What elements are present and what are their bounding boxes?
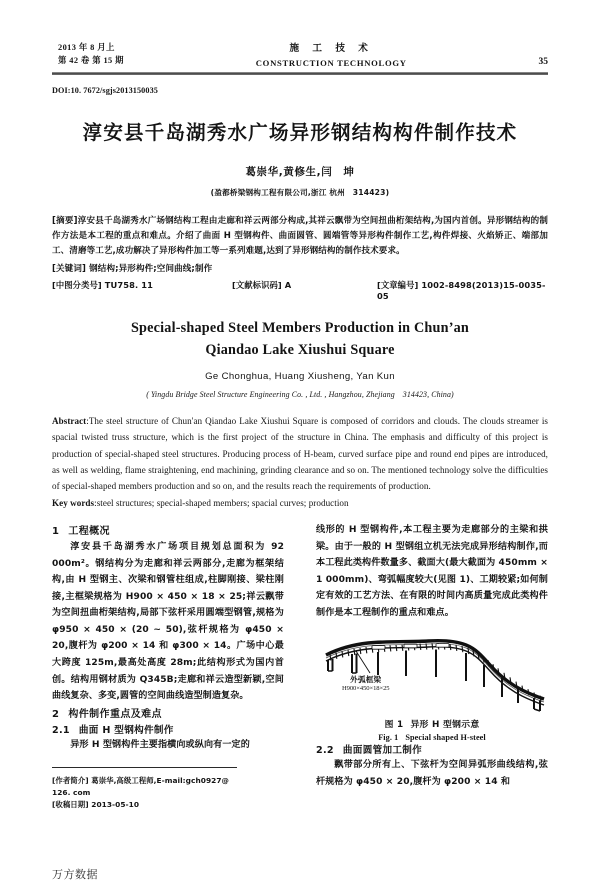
- page-number: 35: [538, 57, 548, 68]
- special-shaped-h-steel-diagram: [316, 629, 548, 715]
- keywords-cn-text: 钢结构;异形构件;空间曲线;制作: [89, 264, 213, 275]
- heading-section-1: [52, 522, 284, 537]
- authors-en: Ge Chonghua, Huang Xiusheng, Yan Kun: [205, 371, 395, 383]
- figure-caption-cn: [316, 717, 548, 730]
- article-title-cn: 淳安县千岛湖秀水广场异形钢结构构件制作技术: [82, 121, 518, 145]
- clc-value: TU758. 11: [104, 280, 153, 291]
- keywords-en-text: :steel structures; special-shaped members; spacial curves; production: [94, 498, 349, 509]
- wanfang-watermark: 万方数据: [52, 868, 98, 881]
- paragraph-section-1: 淳安县千岛湖秀水广场项目规划总面积为 92 000m²。钢结构分为走廊和祥云两部分,走廊为框架结构,由 H 型钢主、次梁和钢管柱组成,柱脚刚接、梁柱刚接,主框梁规格为 H900 × 450 × 18 × 25;祥云飘带为空间扭曲桁架结构,局部下弦杆采用圆端型钢管,规格为 φ950 × 450 × (20 ~ 50),弦杆规格为 φ450 × 20,腹杆为 φ200 × 14 和 φ300 × 14。广场中心最大跨度 125m,最高处高度 28m;此结构形式为国内首创。结构用钢材质为 Q345B;走廊和祥云造型新颖,空间曲线复杂、多变,圆管的空间曲线造型制造复杂。: [52, 542, 284, 702]
- heading-1-number: 1: [52, 526, 60, 538]
- footnote-date: [52, 799, 237, 811]
- footnote-author: [52, 775, 237, 799]
- issue-volume: 第 42 卷 第 15 期: [58, 55, 124, 65]
- footnote-date-label: [收稿日期]: [52, 800, 89, 810]
- footnote-date-text: 2013-05-10: [91, 800, 140, 810]
- heading-section-2: [52, 705, 284, 720]
- page-content: [52, 42, 548, 811]
- abstract-cn-block: [52, 214, 548, 301]
- heading-section-2-1: [52, 722, 284, 736]
- doc-code-field: [232, 279, 377, 301]
- article-id-field: [377, 279, 548, 301]
- issue-date: 2013 年 8 月上: [58, 43, 115, 52]
- article-id-label: [文章编号]: [377, 280, 419, 291]
- heading-1-title: 工程概况: [68, 526, 110, 538]
- article-title-en-line1: Special-shaped Steel Members Production in Chun’an: [130, 320, 470, 337]
- column-left: [52, 522, 284, 811]
- beam-panels: [372, 644, 449, 650]
- abstract-en-label: Abstract: [52, 416, 87, 427]
- column-right: [316, 522, 548, 811]
- affiliation-en: ( Yingdu Bridge Steel Structure Engineering Co. , Ltd. , Hangzhou, Zhejiang 314423, China): [146, 390, 454, 400]
- heading-2-number: 2: [52, 708, 60, 720]
- paragraph-section-2-2: 飘带部分所有上、下弦杆为空间异弧形曲线结构,弦杆规格为 φ450 × 20,腹杆为 φ200 × 14 和: [316, 760, 548, 787]
- classification-row: [52, 279, 548, 301]
- figure-callout-line1: 外弧框梁: [350, 675, 382, 685]
- body-columns: [52, 522, 548, 811]
- article-title-en: [52, 318, 548, 361]
- heading-2-1-title: 曲面 H 型钢构件制作: [78, 724, 174, 736]
- authors-cn: 葛崇华,黄修生,闫 坤: [245, 166, 355, 179]
- heading-2-2-title: 曲面圆管加工制作: [342, 745, 423, 757]
- paragraph-continued: 线形的 H 型钢构件,本工程主要为走廊部分的主梁和拱梁。由于一般的 H 型钢组立机无法完成异形结构制作,而本工程此类构件数量多、截面大(最大截面为 450mm × 1 000mm)、弯弧幅度较大(见图 1)、工期较紧;如何制定有效的工艺方法、在有限的时间内高质量完成此类构件制作是本工程制作的重点和难点。: [316, 525, 548, 618]
- article-title-en-line2: Qiandao Lake Xiushui Square: [205, 341, 395, 358]
- issue-info: [52, 42, 124, 67]
- clc-field: [52, 279, 232, 301]
- figure-caption-cn-number: 图 1: [384, 720, 404, 731]
- callout-leader-line: [356, 651, 370, 673]
- doc-code-value: A: [284, 280, 292, 291]
- paragraph-section-2-1: 异形 H 型钢构件主要指横向或纵向有一定的: [70, 739, 250, 750]
- figure-1-image: [316, 629, 548, 715]
- figure-caption-en-number: Fig. 1: [378, 733, 399, 743]
- abstract-en-text: :The steel structure of Chun'an Qiandao Lake Xiushui Square is composed of corridors and clouds. The clouds streamer is spacial twisted truss structure, which is the first project of the structure in China. The emphasis and difficulty of this project is production of special-shaped steel structures. Producing process of H-beam, curved surface pipe and round end pipes are introduced, as well as welding, flame straightening, end machining, grinding clearance and so on. The mentioned technology solve the difficulties of special-shaped members production and so on, and the results reach the requirements of production.: [52, 416, 548, 491]
- abstract-cn-label: [摘要]: [52, 216, 78, 227]
- clc-label: [中图分类号]: [52, 280, 102, 291]
- heading-2-title: 构件制作重点及难点: [68, 708, 162, 720]
- abstract-cn-text: 淳安县千岛湖秀水广场钢结构工程由走廊和祥云两部分构成,其祥云飘带为空间扭曲桁架结构,为国内首创。异形钢结构的制作方法是本工程的重点和难点。介绍了曲面 H 型钢构件、曲面圆管、圆端管等异形构件制作工艺,构件焊接、火焰矫正、端部加工、清磨等工艺,成功解决了异形构件加工等一系列难题,达到了异形钢结构的制作技术要求。: [52, 216, 548, 256]
- article-id-value: 1002-8498(2013)15-0035-05: [377, 280, 546, 302]
- footnote-author-text: 葛崇华,高级工程师,E-mail:gch0927@ 126. com: [52, 776, 229, 798]
- figure-caption-cn-text: 异形 H 型钢示意: [410, 720, 480, 731]
- running-head: [52, 42, 548, 70]
- header-rule: [52, 72, 548, 75]
- figure-caption-en-text: Special shaped H-steel: [405, 733, 486, 743]
- heading-2-1-number: 2.1: [52, 724, 70, 736]
- figure-callout-line2: H900×450×18×25: [342, 684, 390, 692]
- figure-1: [316, 629, 548, 742]
- affiliation-cn: (盈都桥梁钢构工程有限公司,浙江 杭州 314423): [210, 188, 390, 198]
- figure-caption-en: [316, 733, 548, 742]
- keywords-en: [52, 498, 548, 508]
- keywords-en-label: Key words: [52, 498, 95, 509]
- figure-callout: [342, 675, 390, 693]
- journal-title-cn: 施 工 技 术: [289, 43, 373, 54]
- footnote-block: [52, 767, 237, 811]
- doc-code-label: [文献标识码]: [232, 280, 282, 291]
- abstract-en: [52, 413, 548, 494]
- keywords-cn: [52, 262, 548, 274]
- journal-title-block: [256, 42, 407, 70]
- journal-title-en: CONSTRUCTION TECHNOLOGY: [255, 58, 407, 69]
- heading-section-2-2: [316, 742, 548, 756]
- keywords-cn-label: [关键词]: [52, 264, 87, 275]
- footnote-author-label: [作者简介]: [52, 776, 89, 786]
- doi-line: DOI:10. 7672/sgjs2013150035: [52, 86, 158, 96]
- heading-2-2-number: 2.2: [316, 745, 334, 757]
- abstract-cn: [52, 214, 548, 258]
